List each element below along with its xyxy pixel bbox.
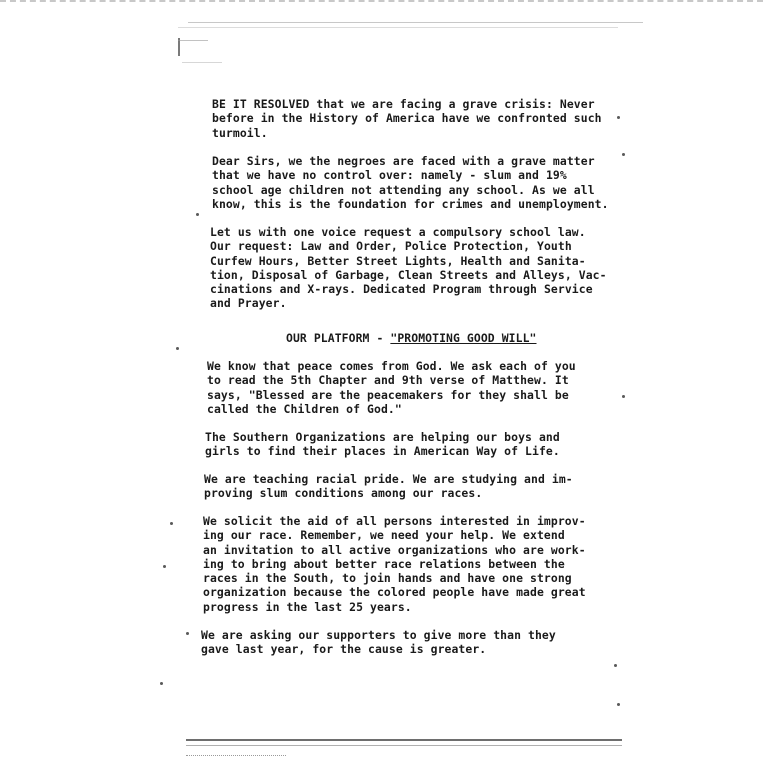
scan-speck [617,116,620,119]
scan-speck [170,522,173,525]
scan-speck [614,664,617,667]
peace-paragraph: We know that peace comes from God. We ask each of you to read the 5th Chapter and 9th verse of Matthew. It says, "Blessed are the peacemakers for they shall be called the Children of God." [207,359,576,416]
request-paragraph: Let us with one voice request a compulsory school law. Our request: Law and Order, Police Protection, Youth Curfew Hours, Better Street Lights, Health and Sanita- tion, Disposal of Garbage, Clean Streets and Alleys, Vac- cinations and X-rays. Dedicated Program through Service and Prayer. [210,225,607,311]
solicit-aid-paragraph: We solicit the aid of all persons interested in improv- ing our race. Remember, we need your help. We extend an invitation to all active organizations who are work- ing to bring about better race relations between the races in the South, to join hands and have one strong organization because the colored people have made great progress in the last 25 years. [203,514,586,614]
platform-heading-title: "PROMOTING GOOD WILL" [390,331,537,345]
southern-organizations-paragraph: The Southern Organizations are helping our boys and girls to find their places in American Way of Life. [205,430,560,459]
racial-pride-paragraph: We are teaching racial pride. We are studying and im- proving slum conditions among our races. [204,472,573,501]
scan-speck [196,213,199,216]
scan-speck [186,632,189,635]
scan-speck [160,682,163,685]
dear-sirs-paragraph: Dear Sirs, we the negroes are faced with a grave matter that we have no control over: namely - slum and 19% school age children not attending any school. As we all know, this is the foundation for crimes and unemployment. [212,154,609,211]
bottom-rule [186,739,622,741]
scan-speck [622,395,625,398]
resolution-paragraph: BE IT RESOLVED that we are facing a grave crisis: Never before in the History of America have we confronted such turmoil. [212,97,602,140]
platform-heading-prefix: OUR PLATFORM - [286,331,391,345]
bottom-rule-thin [186,745,622,746]
bottom-specks [186,755,286,757]
scan-speck [617,703,620,706]
scan-speck [176,347,179,350]
scan-header-marks [178,18,648,68]
scan-speck [622,153,625,156]
platform-heading [286,331,606,345]
supporters-paragraph: We are asking our supporters to give more than they gave last year, for the cause is greater. [201,628,556,657]
scan-speck [163,565,166,568]
scan-border [0,0,763,4]
